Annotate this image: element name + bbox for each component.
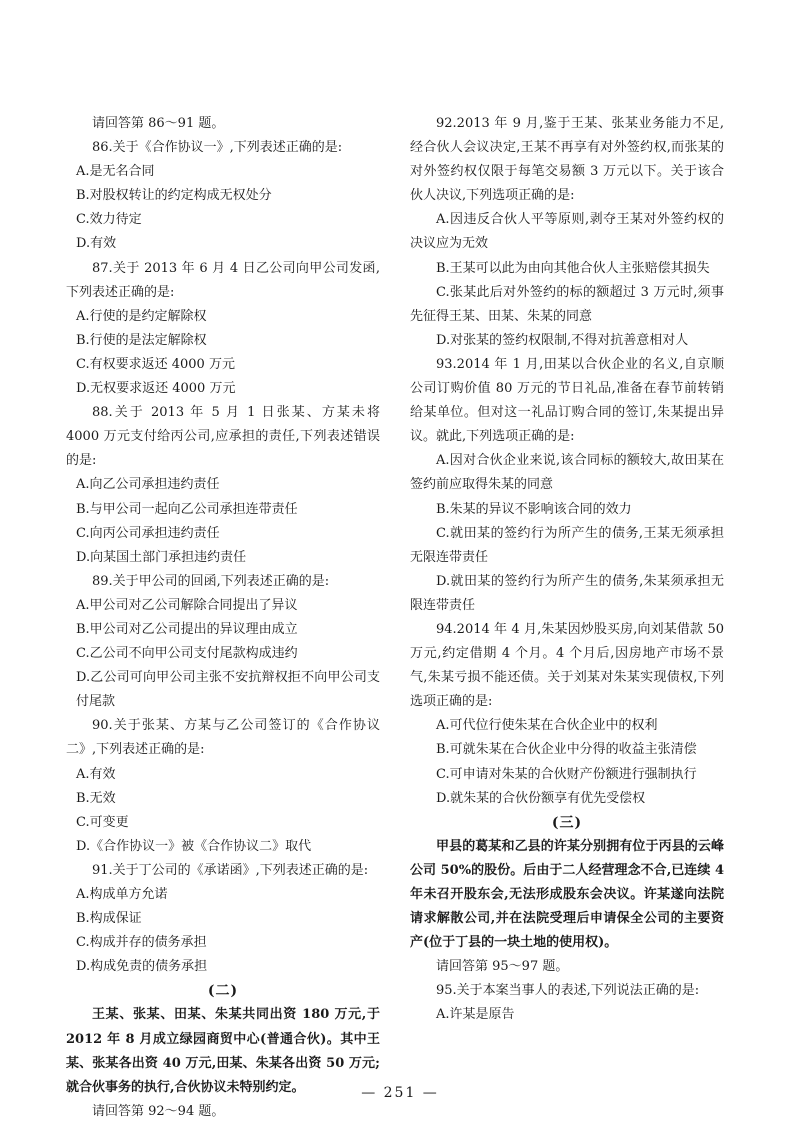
option-93-a: A.因对合伙企业来说,该合同标的额较大,故田某在签约前应取得朱某的同意: [410, 453, 724, 493]
option-86-a: A.是无名合同: [76, 164, 155, 180]
option-93-c: C.就田某的签约行为所产生的债务,王某无须承担无限连带责任: [410, 525, 724, 565]
left-column: [66, 112, 380, 1124]
option-89-d: D.乙公司可向甲公司主张不安抗辩权拒不向甲公司支付尾款: [76, 670, 380, 710]
question-86: 86.关于《合作协议一》,下列表述正确的是:: [92, 140, 343, 156]
question-90: 90.关于张某、方某与乙公司签订的《合作协议二》,下列表述正确的是:: [66, 718, 380, 758]
case-3-description: 甲县的葛某和乙县的许某分别拥有位于丙县的云峰公司 50%的股份。后由于二人经营理念不合,已连续 4 年未召开股东会,无法形成股东会决议。许某遂向法院请求解散公司,并在法院受理后申请保全公司的主要资产(位于丁县的一块土地的使用权)。: [410, 838, 724, 951]
option-95-a: A.许某是原告: [436, 1007, 515, 1023]
option-89-c: C.乙公司不向甲公司支付尾款构成违约: [76, 646, 298, 662]
question-94: 94.2014 年 4 月,朱某因炒股买房,向刘某借款 50 万元,约定借期 4 个月。4 个月后,因房地产市场不景气,朱某亏损不能还债。关于刘某对朱某实现债权,下列选项正确的是:: [410, 621, 724, 710]
option-88-a: A.向乙公司承担违约责任: [76, 477, 220, 493]
question-88: 88.关于 2013 年 5 月 1 日张某、方某未将 4000 万元支付给丙公司,应承担的责任,下列表述错误的是:: [66, 405, 380, 469]
section-title-2: (二): [207, 983, 239, 1000]
option-90-a: A.有效: [76, 766, 116, 782]
question-89: 89.关于甲公司的回函,下列表述正确的是:: [92, 573, 330, 589]
option-86-c: C.效力待定: [76, 212, 142, 228]
option-87-b: B.行使的是法定解除权: [76, 332, 207, 348]
page-number: — 251 —: [361, 1085, 439, 1101]
right-column: [410, 112, 724, 1028]
question-91: 91.关于丁公司的《承诺函》,下列表述正确的是:: [92, 862, 369, 878]
option-93-d: D.就田某的签约行为所产生的债务,朱某须承担无限连带责任: [410, 573, 724, 613]
option-91-b: B.构成保证: [76, 911, 142, 927]
option-93-b: B.朱某的异议不影响该合同的效力: [436, 501, 632, 517]
option-88-b: B.与甲公司一起向乙公司承担连带责任: [76, 501, 298, 517]
option-88-c: C.向丙公司承担违约责任: [76, 525, 220, 541]
case-2-description: 王某、张某、田某、朱某共同出资 180 万元,于 2012 年 8 月成立绿园商贸中心(普通合伙)。其中王某、张某各出资 40 万元,田某、朱某各出资 50 万元;就合伙事务的执行,合伙协议未特别约定。: [66, 1007, 380, 1095]
question-93: 93.2014 年 1 月,田某以合伙企业的名义,自京顺公司订购价值 80 万元的节日礼品,准备在春节前转销给某单位。但对这一礼品订购合同的签订,朱某提出异议。就此,下列选项正确的是:: [410, 356, 724, 445]
option-94-c: C.可申请对朱某的合伙财产份额进行强制执行: [436, 766, 697, 782]
option-89-b: B.甲公司对乙公司提出的异议理由成立: [76, 621, 298, 637]
option-92-b: B.王某可以此为由向其他合伙人主张赔偿其损失: [436, 260, 710, 276]
option-90-d: D.《合作协议一》被《合作协议二》取代: [76, 838, 312, 854]
option-91-d: D.构成免责的债务承担: [76, 959, 208, 975]
option-92-d: D.对张某的签约权限制,不得对抗善意相对人: [436, 332, 689, 348]
instruction-86-91: 请回答第 86～91 题。: [92, 116, 225, 131]
option-94-a: A.可代位行使朱某在合伙企业中的权利: [436, 718, 658, 734]
question-95: 95.关于本案当事人的表述,下列说法正确的是:: [436, 983, 700, 999]
section-title-3: (三): [551, 814, 583, 831]
option-92-c: C.张某此后对外签约的标的额超过 3 万元时,须事先征得王某、田某、朱某的同意: [410, 284, 724, 324]
option-88-d: D.向某国土部门承担违约责任: [76, 549, 247, 565]
question-92: 92.2013 年 9 月,鉴于王某、张某业务能力不足,经合伙人会议决定,王某不再享有对外签约权,而张某的对外签约权仅限于每笔交易额 3 万元以下。关于该合伙人决议,下列选项正确的是:: [410, 116, 724, 204]
question-87: 87.关于 2013 年 6 月 4 日乙公司向甲公司发函,下列表述正确的是:: [66, 260, 380, 300]
option-90-b: B.无效: [76, 790, 116, 806]
option-87-c: C.有权要求返还 4000 万元: [76, 356, 235, 372]
option-87-d: D.无权要求返还 4000 万元: [76, 381, 236, 397]
instruction-95-97: 请回答第 95～97 题。: [436, 959, 569, 975]
option-86-b: B.对股权转让的约定构成无权处分: [76, 188, 272, 204]
option-89-a: A.甲公司对乙公司解除合同提出了异议: [76, 597, 298, 613]
option-92-a: A.因违反合伙人平等原则,剥夺王某对外签约权的决议应为无效: [410, 212, 724, 252]
instruction-92-94: 请回答第 92～94 题。: [92, 1103, 225, 1119]
option-94-b: B.可就朱某在合伙企业中分得的收益主张清偿: [436, 742, 697, 758]
option-94-d: D.就朱某的合伙份额享有优先受偿权: [436, 790, 646, 806]
option-86-d: D.有效: [76, 236, 117, 252]
option-91-a: A.构成单方允诺: [76, 887, 168, 902]
option-90-c: C.可变更: [76, 814, 129, 830]
option-91-c: C.构成并存的债务承担: [76, 935, 207, 951]
option-87-a: A.行使的是约定解除权: [76, 308, 207, 324]
